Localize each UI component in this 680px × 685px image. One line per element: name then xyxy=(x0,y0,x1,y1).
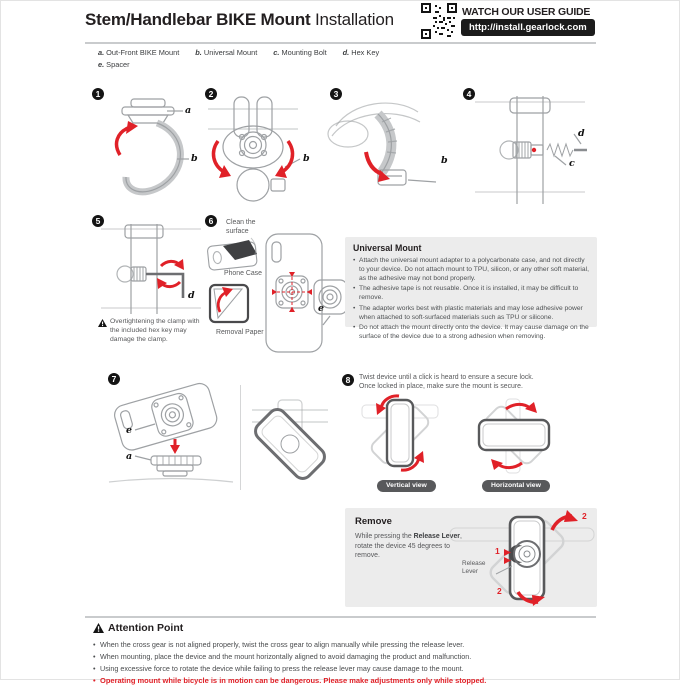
attention-bullet: • When the cross gear is not aligned properly, twist the cross gear to align manually while pressing the release lever. xyxy=(93,640,596,649)
part-label-b: b xyxy=(303,153,310,164)
remove-title: Remove xyxy=(355,516,392,527)
part-label-b: b xyxy=(441,155,448,166)
footer-divider xyxy=(85,616,596,618)
step-6-phone-diagram xyxy=(256,230,348,356)
part-label-c: c xyxy=(569,158,575,169)
attention-bullet: • When mounting, place the device and the mount horizontally aligned to avoid damaging the product and malfunction. xyxy=(93,652,596,661)
attention-title: Attention Point xyxy=(108,622,184,634)
step-8-horizontal-diagram xyxy=(462,397,567,477)
clean-surface-label: Clean the surface xyxy=(226,219,256,235)
watch-guide-label: WATCH OUR USER GUIDE xyxy=(462,6,591,18)
remove-step-1-number: 1 xyxy=(495,546,500,556)
legend-item-d: d. Hex Key xyxy=(342,48,380,57)
universal-mount-title: Universal Mount xyxy=(353,243,422,253)
universal-mount-bullet: • The adapter works best with plastic materials and may lose adhesive power when attached to soft-surfaced materials such as TPU or silicone. xyxy=(353,304,589,322)
vertical-view-badge: Vertical view xyxy=(377,480,436,492)
warning-icon xyxy=(98,318,107,344)
step-1-badge: 1 xyxy=(92,88,104,100)
attention-title-row xyxy=(93,622,596,634)
universal-mount-info-box xyxy=(345,237,597,340)
step-4-diagram xyxy=(455,92,595,207)
attention-bullet: • Using excessive force to rotate the device while failing to press the release lever may cause damage to the mount. xyxy=(93,664,596,673)
part-label-e: e xyxy=(318,303,325,314)
page-title-regular: Installation xyxy=(310,10,394,29)
step-7-divider xyxy=(240,385,241,490)
removal-paper-label: Removal Paper xyxy=(216,329,264,336)
part-label-a: a xyxy=(126,451,133,462)
step-8-vertical-diagram xyxy=(360,393,440,479)
step-6-removal-paper-diagram xyxy=(206,282,252,326)
step-2-diagram xyxy=(200,95,305,205)
warning-icon xyxy=(93,623,104,633)
part-label-d: d xyxy=(578,128,585,139)
step-2-badge: 2 xyxy=(205,88,217,100)
parts-legend xyxy=(98,48,528,72)
step-7-badge: 7 xyxy=(108,373,120,385)
remove-step-2-number: 2 xyxy=(497,586,502,596)
step-5-badge: 5 xyxy=(92,215,104,227)
qr-code-icon xyxy=(421,3,457,39)
part-label-b: b xyxy=(191,153,198,164)
step-8-text: Twist device until a click is heard to ensure a secure lock. Once locked in place, make sure the mount is secure. xyxy=(359,374,534,390)
phone-case-label: Phone Case xyxy=(224,270,262,277)
universal-mount-bullet: • Attach the universal mount adapter to a polycarbonate case, and not directly to your device. Do not attach mount to TPU, silicon, or any other soft material, as the adhesive may not bond properly. xyxy=(353,256,589,283)
header-divider xyxy=(85,42,596,44)
part-label-e: e xyxy=(126,425,133,436)
legend-item-a: a. Out-Front BIKE Mount xyxy=(98,48,180,57)
horizontal-view-badge: Horizontal view xyxy=(482,480,550,492)
step-6-clean-diagram xyxy=(205,236,259,272)
legend-item-b: b. Universal Mount xyxy=(195,48,258,57)
universal-mount-bullet: • Do not attach the mount directly onto the device. It may cause damage on the surface of the device due to a strong adhesion when removing. xyxy=(353,323,589,341)
remove-step-2-number: 2 xyxy=(582,511,587,521)
legend-item-e: e. Spacer xyxy=(98,60,130,69)
step-5-warning: Overtightening the clamp with the included hex key may damage the clamp. xyxy=(98,318,200,344)
part-label-a: a xyxy=(185,105,192,116)
release-lever-label: Release Lever xyxy=(462,560,486,576)
page-title-bold: Stem/Handlebar BIKE Mount xyxy=(85,10,311,29)
step-6-badge: 6 xyxy=(205,215,217,227)
remove-text: While pressing the Release Lever, rotate the device 45 degrees to remove. xyxy=(355,533,462,560)
step-3-badge: 3 xyxy=(330,88,342,100)
part-label-d: d xyxy=(188,290,195,301)
universal-mount-bullet: • The adhesive tape is not reusable. Once it is installed, it may be difficult to remove. xyxy=(353,284,589,302)
attention-section xyxy=(93,622,596,685)
step-7-mounted-diagram xyxy=(248,380,333,495)
step-4-badge: 4 xyxy=(463,88,475,100)
step-8-badge: 8 xyxy=(342,374,354,386)
page-title xyxy=(85,10,394,30)
guide-url: http://install.gearlock.com xyxy=(461,19,595,36)
step-7-attach-diagram xyxy=(103,382,238,494)
step-5-diagram xyxy=(95,222,210,317)
legend-item-c: c. Mounting Bolt xyxy=(273,48,327,57)
remove-diagram xyxy=(448,510,596,605)
attention-warning-red: • Operating mount while bicycle is in motion can be dangerous. Please make adjustments only while stopped. xyxy=(93,676,596,685)
step-3-diagram xyxy=(322,92,442,207)
